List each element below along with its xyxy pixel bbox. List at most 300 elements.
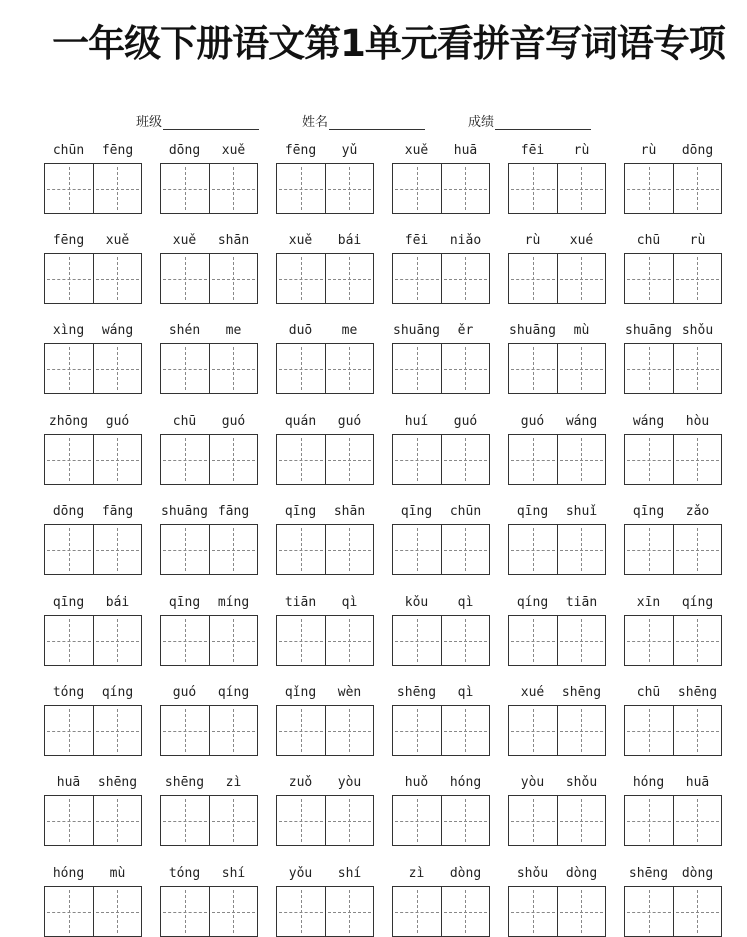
tianzige-writing-cell[interactable]: [673, 254, 722, 303]
tianzige-writing-cell[interactable]: [325, 344, 374, 393]
pinyin-syllable: wèn: [337, 685, 362, 700]
guide-line-vertical: [465, 347, 466, 390]
pinyin-syllable: yòu: [337, 775, 362, 790]
tianzige-writing-cell[interactable]: [393, 796, 441, 845]
tianzige-writing-cell[interactable]: [509, 435, 557, 484]
guide-line-vertical: [117, 438, 118, 481]
guide-line-vertical: [349, 619, 350, 662]
guide-line-vertical: [69, 619, 70, 662]
pinyin-syllable: xué: [520, 685, 545, 700]
tianzige-writing-cell[interactable]: [161, 525, 209, 574]
tianzige-box-pair: [276, 886, 374, 937]
pinyin-syllable: shǒu: [516, 866, 549, 881]
guide-line-vertical: [649, 347, 650, 390]
tianzige-writing-cell[interactable]: [93, 796, 142, 845]
guide-line-vertical: [349, 167, 350, 210]
tianzige-box-pair: [160, 795, 258, 846]
tianzige-box-pair: [508, 705, 606, 756]
tianzige-writing-cell[interactable]: [325, 887, 374, 936]
guide-line-vertical: [117, 347, 118, 390]
guide-line-vertical: [301, 619, 302, 662]
tianzige-box-pair: [624, 705, 722, 756]
tianzige-box-pair: [160, 163, 258, 214]
tianzige-box-pair: [624, 886, 722, 937]
pinyin-syllable: hòu: [685, 414, 710, 429]
pinyin-syllable: guó: [105, 414, 130, 429]
tianzige-writing-cell[interactable]: [557, 435, 606, 484]
tianzige-writing-cell[interactable]: [161, 706, 209, 755]
tianzige-box-pair: [276, 434, 374, 485]
tianzige-writing-cell[interactable]: [393, 164, 441, 213]
tianzige-writing-cell[interactable]: [209, 525, 258, 574]
tianzige-writing-cell[interactable]: [509, 525, 557, 574]
tianzige-writing-cell[interactable]: [673, 435, 722, 484]
pinyin-syllable: me: [341, 323, 358, 338]
tianzige-box-pair: [44, 615, 142, 666]
tianzige-box-pair: [276, 524, 374, 575]
pinyin-syllable: fēng: [284, 143, 317, 158]
guide-line-vertical: [697, 709, 698, 752]
pinyin-syllable: mù: [573, 323, 590, 338]
tianzige-writing-cell[interactable]: [393, 254, 441, 303]
pinyin-syllable: hóng: [52, 866, 85, 881]
pinyin-syllable: xuě: [221, 143, 246, 158]
tianzige-box-pair: [44, 253, 142, 304]
pinyin-syllable: ěr: [457, 323, 474, 338]
guide-line-vertical: [649, 799, 650, 842]
guide-line-vertical: [185, 709, 186, 752]
pinyin-syllable: xuě: [105, 233, 130, 248]
tianzige-writing-cell[interactable]: [277, 887, 325, 936]
tianzige-writing-cell[interactable]: [45, 254, 93, 303]
tianzige-writing-cell[interactable]: [393, 887, 441, 936]
tianzige-writing-cell[interactable]: [393, 344, 441, 393]
guide-line-vertical: [301, 799, 302, 842]
guide-line-vertical: [465, 438, 466, 481]
tianzige-box-pair: [624, 615, 722, 666]
guide-line-vertical: [649, 890, 650, 933]
guide-line-vertical: [697, 438, 698, 481]
pinyin-syllable: qì: [341, 595, 358, 610]
tianzige-writing-cell[interactable]: [209, 887, 258, 936]
guide-line-vertical: [697, 890, 698, 933]
guide-line-vertical: [581, 257, 582, 300]
tianzige-writing-cell[interactable]: [93, 164, 142, 213]
tianzige-box-pair: [624, 795, 722, 846]
tianzige-writing-cell[interactable]: [509, 344, 557, 393]
guide-line-vertical: [533, 799, 534, 842]
tianzige-box-pair: [44, 886, 142, 937]
pinyin-syllable: dōng: [52, 504, 85, 519]
tianzige-box-pair: [392, 615, 490, 666]
tianzige-writing-cell[interactable]: [625, 164, 673, 213]
tianzige-writing-cell[interactable]: [325, 525, 374, 574]
pinyin-syllable: wáng: [101, 323, 134, 338]
tianzige-writing-cell[interactable]: [625, 435, 673, 484]
pinyin-syllable: qíng: [516, 595, 549, 610]
tianzige-writing-cell[interactable]: [93, 525, 142, 574]
tianzige-box-pair: [276, 795, 374, 846]
pinyin-syllable: qǐng: [284, 685, 317, 700]
tianzige-box-pair: [276, 705, 374, 756]
guide-line-vertical: [349, 438, 350, 481]
pinyin-syllable: chū: [636, 685, 661, 700]
guide-line-vertical: [185, 799, 186, 842]
tianzige-writing-cell[interactable]: [673, 706, 722, 755]
pinyin-syllable: dòng: [681, 866, 714, 881]
guide-line-vertical: [117, 167, 118, 210]
guide-line-vertical: [117, 528, 118, 571]
tianzige-writing-cell[interactable]: [161, 254, 209, 303]
tianzige-box-pair: [508, 163, 606, 214]
tianzige-writing-cell[interactable]: [161, 164, 209, 213]
tianzige-box-pair: [160, 615, 258, 666]
tianzige-writing-cell[interactable]: [557, 344, 606, 393]
tianzige-writing-cell[interactable]: [277, 164, 325, 213]
guide-line-vertical: [533, 619, 534, 662]
pinyin-syllable: hóng: [632, 775, 665, 790]
tianzige-writing-cell[interactable]: [509, 706, 557, 755]
tianzige-writing-cell[interactable]: [325, 254, 374, 303]
tianzige-writing-cell[interactable]: [509, 254, 557, 303]
tianzige-box-pair: [624, 163, 722, 214]
tianzige-box-pair: [508, 886, 606, 937]
guide-line-vertical: [185, 528, 186, 571]
guide-line-vertical: [697, 167, 698, 210]
guide-line-vertical: [581, 890, 582, 933]
guide-line-vertical: [417, 799, 418, 842]
tianzige-box-pair: [160, 886, 258, 937]
tianzige-box-pair: [44, 524, 142, 575]
pinyin-syllable: fēng: [52, 233, 85, 248]
tianzige-box-pair: [44, 434, 142, 485]
pinyin-syllable: tiān: [565, 595, 598, 610]
guide-line-vertical: [533, 347, 534, 390]
tianzige-writing-cell[interactable]: [441, 164, 490, 213]
tianzige-writing-cell[interactable]: [393, 706, 441, 755]
tianzige-writing-cell[interactable]: [441, 525, 490, 574]
guide-line-vertical: [533, 438, 534, 481]
tianzige-writing-cell[interactable]: [45, 887, 93, 936]
tianzige-writing-cell[interactable]: [45, 616, 93, 665]
tianzige-writing-cell[interactable]: [557, 796, 606, 845]
pinyin-syllable: shǒu: [565, 775, 598, 790]
guide-line-vertical: [349, 709, 350, 752]
tianzige-writing-cell[interactable]: [277, 525, 325, 574]
tianzige-writing-cell[interactable]: [161, 796, 209, 845]
tianzige-writing-cell[interactable]: [441, 887, 490, 936]
pinyin-syllable: guó: [221, 414, 246, 429]
tianzige-writing-cell[interactable]: [45, 164, 93, 213]
guide-line-vertical: [233, 799, 234, 842]
guide-line-vertical: [185, 619, 186, 662]
guide-line-vertical: [533, 709, 534, 752]
tianzige-writing-cell[interactable]: [325, 706, 374, 755]
tianzige-writing-cell[interactable]: [209, 164, 258, 213]
tianzige-writing-cell[interactable]: [625, 706, 673, 755]
guide-line-vertical: [69, 167, 70, 210]
pinyin-syllable: mù: [109, 866, 126, 881]
guide-line-vertical: [301, 347, 302, 390]
guide-line-vertical: [349, 528, 350, 571]
guide-line-vertical: [117, 890, 118, 933]
guide-line-vertical: [69, 799, 70, 842]
guide-line-vertical: [301, 890, 302, 933]
pinyin-syllable: qīng: [168, 595, 201, 610]
guide-line-vertical: [417, 257, 418, 300]
tianzige-writing-cell[interactable]: [277, 616, 325, 665]
pinyin-syllable: shuāng: [393, 323, 440, 338]
tianzige-writing-cell[interactable]: [673, 164, 722, 213]
tianzige-writing-cell[interactable]: [625, 887, 673, 936]
pinyin-syllable: zì: [225, 775, 242, 790]
guide-line-vertical: [697, 799, 698, 842]
tianzige-writing-cell[interactable]: [209, 796, 258, 845]
pinyin-syllable: hóng: [449, 775, 482, 790]
pinyin-syllable: guó: [453, 414, 478, 429]
pinyin-syllable: dòng: [449, 866, 482, 881]
tianzige-writing-cell[interactable]: [557, 525, 606, 574]
tianzige-writing-cell[interactable]: [441, 796, 490, 845]
tianzige-writing-cell[interactable]: [509, 164, 557, 213]
pinyin-syllable: tóng: [168, 866, 201, 881]
tianzige-writing-cell[interactable]: [93, 344, 142, 393]
guide-line-vertical: [465, 799, 466, 842]
guide-line-vertical: [185, 438, 186, 481]
tianzige-writing-cell[interactable]: [441, 706, 490, 755]
tianzige-writing-cell[interactable]: [277, 344, 325, 393]
tianzige-writing-cell[interactable]: [625, 344, 673, 393]
tianzige-box-pair: [44, 343, 142, 394]
tianzige-box-pair: [392, 524, 490, 575]
pinyin-syllable: guó: [337, 414, 362, 429]
tianzige-writing-cell[interactable]: [161, 435, 209, 484]
pinyin-syllable: chūn: [449, 504, 482, 519]
tianzige-writing-cell[interactable]: [441, 616, 490, 665]
pinyin-syllable: xīn: [636, 595, 661, 610]
guide-line-vertical: [301, 438, 302, 481]
tianzige-box-pair: [160, 524, 258, 575]
pinyin-syllable: huǒ: [404, 775, 429, 790]
tianzige-writing-cell[interactable]: [325, 435, 374, 484]
pinyin-syllable: rù: [640, 143, 657, 158]
guide-line-vertical: [233, 167, 234, 210]
guide-line-vertical: [301, 709, 302, 752]
pinyin-syllable: zhōng: [48, 414, 89, 429]
guide-line-vertical: [581, 438, 582, 481]
pinyin-syllable: qì: [457, 595, 474, 610]
tianzige-writing-cell[interactable]: [277, 796, 325, 845]
guide-line-vertical: [69, 528, 70, 571]
guide-line-vertical: [69, 890, 70, 933]
pinyin-syllable: tóng: [52, 685, 85, 700]
pinyin-syllable: guó: [172, 685, 197, 700]
pinyin-syllable: huā: [453, 143, 478, 158]
tianzige-writing-cell[interactable]: [277, 435, 325, 484]
guide-line-vertical: [649, 619, 650, 662]
name-label: 姓名: [302, 115, 329, 130]
tianzige-writing-cell[interactable]: [393, 525, 441, 574]
tianzige-writing-cell[interactable]: [557, 706, 606, 755]
tianzige-box-pair: [624, 434, 722, 485]
tianzige-writing-cell[interactable]: [45, 706, 93, 755]
guide-line-vertical: [465, 257, 466, 300]
tianzige-box-pair: [44, 163, 142, 214]
pinyin-syllable: shēng: [628, 866, 669, 881]
pinyin-syllable: fāng: [217, 504, 250, 519]
tianzige-box-pair: [624, 343, 722, 394]
pinyin-syllable: chūn: [52, 143, 85, 158]
tianzige-writing-cell[interactable]: [625, 525, 673, 574]
tianzige-writing-cell[interactable]: [393, 435, 441, 484]
tianzige-writing-cell[interactable]: [557, 616, 606, 665]
guide-line-vertical: [233, 709, 234, 752]
pinyin-syllable: shān: [217, 233, 250, 248]
pinyin-syllable: fēi: [520, 143, 545, 158]
tianzige-box-pair: [624, 524, 722, 575]
tianzige-writing-cell[interactable]: [161, 344, 209, 393]
pinyin-syllable: qīng: [400, 504, 433, 519]
class-label: 班级: [136, 115, 163, 130]
tianzige-writing-cell[interactable]: [45, 525, 93, 574]
tianzige-box-pair: [508, 795, 606, 846]
tianzige-writing-cell[interactable]: [209, 435, 258, 484]
pinyin-syllable: xuě: [404, 143, 429, 158]
tianzige-writing-cell[interactable]: [93, 254, 142, 303]
tianzige-writing-cell[interactable]: [625, 796, 673, 845]
pinyin-syllable: dōng: [681, 143, 714, 158]
pinyin-syllable: qīng: [632, 504, 665, 519]
tianzige-box-pair: [276, 163, 374, 214]
tianzige-writing-cell[interactable]: [161, 616, 209, 665]
tianzige-writing-cell[interactable]: [325, 164, 374, 213]
tianzige-writing-cell[interactable]: [509, 616, 557, 665]
tianzige-writing-cell[interactable]: [161, 887, 209, 936]
tianzige-writing-cell[interactable]: [673, 525, 722, 574]
guide-line-vertical: [301, 257, 302, 300]
guide-line-vertical: [233, 438, 234, 481]
guide-line-vertical: [233, 890, 234, 933]
pinyin-syllable: shuāng: [509, 323, 556, 338]
guide-line-vertical: [185, 257, 186, 300]
tianzige-writing-cell[interactable]: [325, 616, 374, 665]
pinyin-syllable: wáng: [565, 414, 598, 429]
tianzige-writing-cell[interactable]: [209, 616, 258, 665]
tianzige-writing-cell[interactable]: [557, 254, 606, 303]
tianzige-writing-cell[interactable]: [325, 796, 374, 845]
guide-line-vertical: [417, 347, 418, 390]
tianzige-writing-cell[interactable]: [393, 616, 441, 665]
pinyin-syllable: chū: [636, 233, 661, 248]
pinyin-syllable: qì: [457, 685, 474, 700]
tianzige-writing-cell[interactable]: [509, 796, 557, 845]
guide-line-vertical: [233, 528, 234, 571]
guide-line-vertical: [349, 347, 350, 390]
guide-line-vertical: [581, 619, 582, 662]
tianzige-writing-cell[interactable]: [93, 887, 142, 936]
pinyin-syllable: shuǐ: [565, 504, 598, 519]
pinyin-syllable: fēi: [404, 233, 429, 248]
tianzige-writing-cell[interactable]: [625, 616, 673, 665]
pinyin-syllable: qīng: [52, 595, 85, 610]
tianzige-writing-cell[interactable]: [673, 616, 722, 665]
guide-line-vertical: [417, 890, 418, 933]
pinyin-syllable: shí: [221, 866, 246, 881]
guide-line-vertical: [581, 709, 582, 752]
guide-line-vertical: [649, 257, 650, 300]
tianzige-writing-cell[interactable]: [93, 435, 142, 484]
tianzige-writing-cell[interactable]: [45, 435, 93, 484]
tianzige-writing-cell[interactable]: [441, 344, 490, 393]
tianzige-writing-cell[interactable]: [277, 254, 325, 303]
tianzige-writing-cell[interactable]: [673, 344, 722, 393]
guide-line-vertical: [465, 709, 466, 752]
pinyin-syllable: shēng: [677, 685, 718, 700]
guide-line-vertical: [697, 347, 698, 390]
guide-line-vertical: [465, 528, 466, 571]
pinyin-syllable: fēng: [101, 143, 134, 158]
tianzige-writing-cell[interactable]: [45, 344, 93, 393]
guide-line-vertical: [233, 257, 234, 300]
guide-line-vertical: [581, 799, 582, 842]
pinyin-syllable: bái: [105, 595, 130, 610]
tianzige-box-pair: [392, 705, 490, 756]
tianzige-writing-cell[interactable]: [209, 344, 258, 393]
guide-line-vertical: [69, 257, 70, 300]
pinyin-syllable: shēng: [561, 685, 602, 700]
tianzige-writing-cell[interactable]: [93, 616, 142, 665]
tianzige-box-pair: [508, 434, 606, 485]
tianzige-writing-cell[interactable]: [209, 254, 258, 303]
tianzige-box-pair: [392, 343, 490, 394]
pinyin-syllable: huā: [56, 775, 81, 790]
pinyin-syllable: xuě: [172, 233, 197, 248]
tianzige-writing-cell[interactable]: [625, 254, 673, 303]
tianzige-writing-cell[interactable]: [93, 706, 142, 755]
pinyin-syllable: shēng: [97, 775, 138, 790]
guide-line-vertical: [533, 890, 534, 933]
pinyin-syllable: zuǒ: [288, 775, 313, 790]
tianzige-writing-cell[interactable]: [557, 887, 606, 936]
tianzige-box-pair: [508, 253, 606, 304]
tianzige-writing-cell[interactable]: [509, 887, 557, 936]
tianzige-box-pair: [392, 886, 490, 937]
tianzige-box-pair: [624, 253, 722, 304]
pinyin-syllable: xué: [569, 233, 594, 248]
pinyin-syllable: bái: [337, 233, 362, 248]
tianzige-writing-cell[interactable]: [557, 164, 606, 213]
tianzige-writing-cell[interactable]: [441, 254, 490, 303]
pinyin-syllable: me: [225, 323, 242, 338]
guide-line-vertical: [417, 438, 418, 481]
guide-line-vertical: [649, 167, 650, 210]
guide-line-vertical: [349, 799, 350, 842]
pinyin-syllable: qíng: [217, 685, 250, 700]
guide-line-vertical: [117, 709, 118, 752]
tianzige-writing-cell[interactable]: [441, 435, 490, 484]
guide-line-vertical: [465, 619, 466, 662]
tianzige-box-pair: [160, 343, 258, 394]
guide-line-vertical: [117, 799, 118, 842]
tianzige-writing-cell[interactable]: [673, 796, 722, 845]
tianzige-box-pair: [44, 795, 142, 846]
tianzige-writing-cell[interactable]: [673, 887, 722, 936]
tianzige-writing-cell[interactable]: [209, 706, 258, 755]
pinyin-syllable: yòu: [520, 775, 545, 790]
tianzige-box-pair: [392, 253, 490, 304]
tianzige-writing-cell[interactable]: [277, 706, 325, 755]
tianzige-writing-cell[interactable]: [45, 796, 93, 845]
